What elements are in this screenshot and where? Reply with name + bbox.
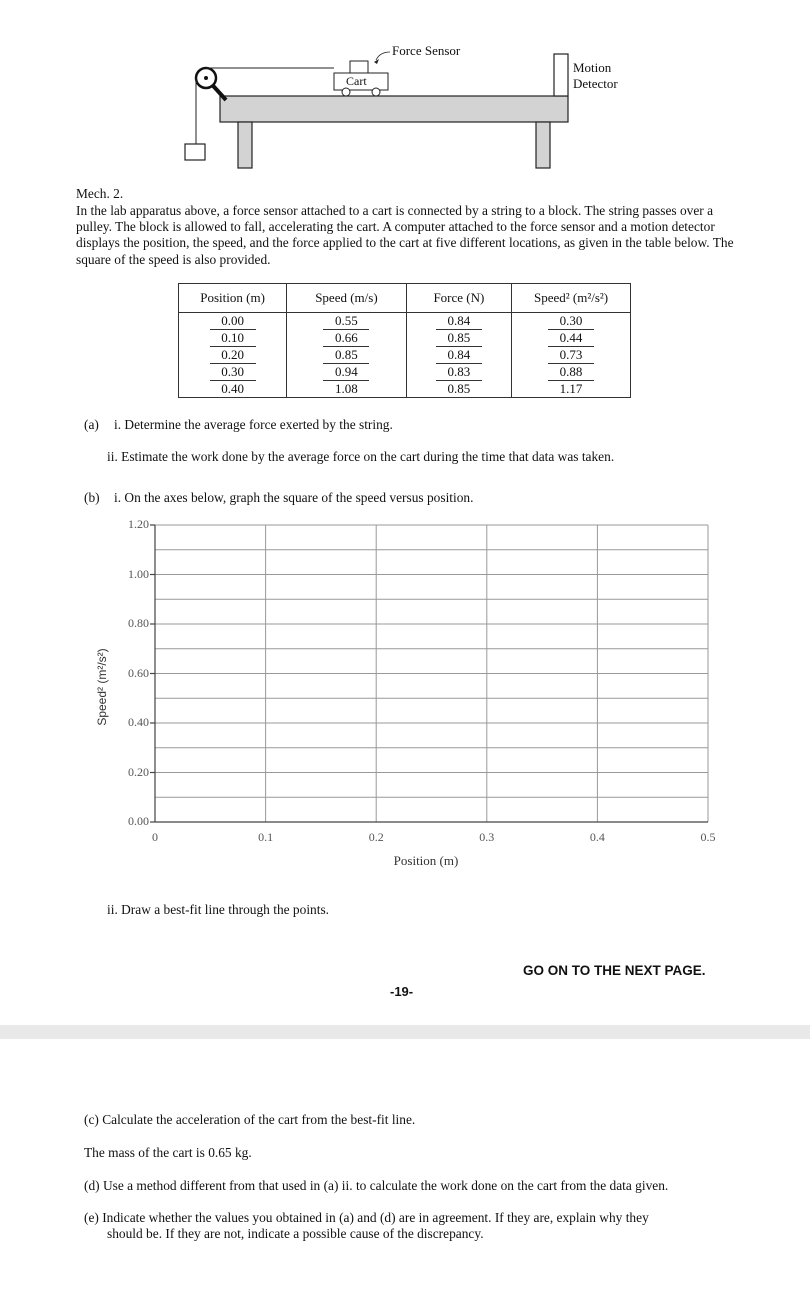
- header-force: Force (N): [406, 284, 511, 313]
- question-c: (c) Calculate the acceleration of the cart from the best-fit line.: [84, 1112, 416, 1127]
- page-gap: [0, 1025, 810, 1039]
- motion-detector: [554, 54, 568, 96]
- question-a-label: (a): [84, 417, 99, 432]
- cell: 0.10: [210, 330, 256, 347]
- y-tick-label: 1.00: [128, 566, 149, 581]
- cart-mass-note: The mass of the cart is 0.65 kg.: [84, 1145, 252, 1160]
- y-axis-label-wrap: [92, 640, 112, 740]
- question-a-ii: ii. Estimate the work done by the average force on the cart during the time that data was taken.: [107, 449, 615, 464]
- hanging-block: [185, 144, 205, 160]
- x-tick-label: 0.4: [589, 830, 605, 844]
- cell: 0.44: [548, 330, 594, 347]
- table-header-row: [179, 284, 631, 313]
- cell: 0.83: [436, 364, 482, 381]
- table-leg-right: [536, 122, 550, 168]
- cell: 0.66: [323, 330, 369, 347]
- question-b-i: i. On the axes below, graph the square of the speed versus position.: [114, 490, 474, 505]
- graph-grid: [140, 515, 720, 835]
- y-tick-label: 1.20: [128, 517, 149, 531]
- cart-label: Cart: [346, 74, 367, 88]
- question-b-ii: ii. Draw a best-fit line through the points.: [107, 902, 330, 917]
- cell: 0.55: [323, 313, 369, 330]
- y-tick-label: 0.20: [128, 764, 149, 779]
- cell: 0.85: [436, 330, 482, 347]
- cell: 1.17: [559, 381, 583, 396]
- header-speed: Speed (m/s): [287, 284, 407, 313]
- cell: 0.84: [436, 313, 482, 330]
- problem-title: Mech. 2.: [76, 186, 124, 201]
- cell: 0.20: [210, 347, 256, 364]
- header-position: Position (m): [179, 284, 287, 313]
- table-row: [179, 364, 631, 381]
- table-top: [220, 96, 568, 122]
- cart-wheel-right: [372, 88, 380, 96]
- y-tick-label: 0.80: [128, 616, 149, 630]
- cell: 0.40: [221, 381, 244, 396]
- question-e-line2: should be. If they are not, indicate a possible cause of the discrepancy.: [107, 1226, 484, 1241]
- cell: 0.84: [436, 347, 482, 364]
- cell: 0.85: [323, 347, 369, 364]
- cell: 1.08: [335, 381, 358, 396]
- x-tick-label: 0: [152, 830, 158, 844]
- x-tick-label: 0.3: [479, 830, 495, 844]
- force-sensor-label: Force Sensor: [392, 43, 461, 58]
- x-tick-label: 0.2: [368, 830, 384, 844]
- cell: 0.73: [548, 347, 594, 364]
- cell: 0.85: [447, 381, 471, 396]
- cell: 0.00: [210, 313, 256, 330]
- question-b-label: (b): [84, 490, 100, 505]
- question-a-i: i. Determine the average force exerted by the string.: [114, 417, 393, 432]
- table-row: [179, 313, 631, 331]
- y-tick-label: 0.60: [128, 665, 149, 680]
- motion-detector-label-2: Detector: [573, 76, 618, 91]
- table-leg-left: [238, 122, 252, 168]
- cell: 0.30: [210, 364, 256, 381]
- x-axis-label: Position (m): [393, 853, 459, 868]
- header-speed-squared: Speed² (m²/s²): [512, 284, 631, 313]
- page-number: -19-: [390, 984, 414, 999]
- cell: 0.30: [548, 313, 594, 330]
- cell: 0.88: [548, 364, 594, 381]
- y-tick-label: 0.00: [128, 814, 149, 828]
- table-row: [179, 330, 631, 347]
- table-row: [179, 347, 631, 364]
- question-e-line1: (e) Indicate whether the values you obtained in (a) and (d) are in agreement. If they are, explain why they: [84, 1210, 649, 1225]
- y-tick-label: 0.40: [128, 715, 149, 729]
- data-table: [178, 283, 631, 398]
- problem-intro: In the lab apparatus above, a force sensor attached to a cart is connected by a string to a block. The string passes over a pulley. The block is allowed to fall, accelerating the cart. A computer attached to the force sensor and a motion detector displays the position, the speed, and the force applied to the cart at five different locations, as given in the table below. The square of the speed is also provided.: [76, 203, 734, 267]
- y-axis-label: Speed² (m²/s²): [95, 648, 109, 726]
- x-tick-label: 0.5: [700, 830, 716, 844]
- table-row: [179, 381, 631, 398]
- question-d: (d) Use a method different from that used in (a) ii. to calculate the work done on the cart from the data given.: [84, 1178, 669, 1193]
- exam-page-2: [0, 1039, 810, 1298]
- force-sensor: [350, 61, 368, 73]
- cell: 0.94: [323, 364, 369, 381]
- x-tick-label: 0.1: [258, 830, 274, 844]
- motion-detector-label-1: Motion: [573, 60, 612, 75]
- go-on-notice: GO ON TO THE NEXT PAGE.: [523, 963, 706, 978]
